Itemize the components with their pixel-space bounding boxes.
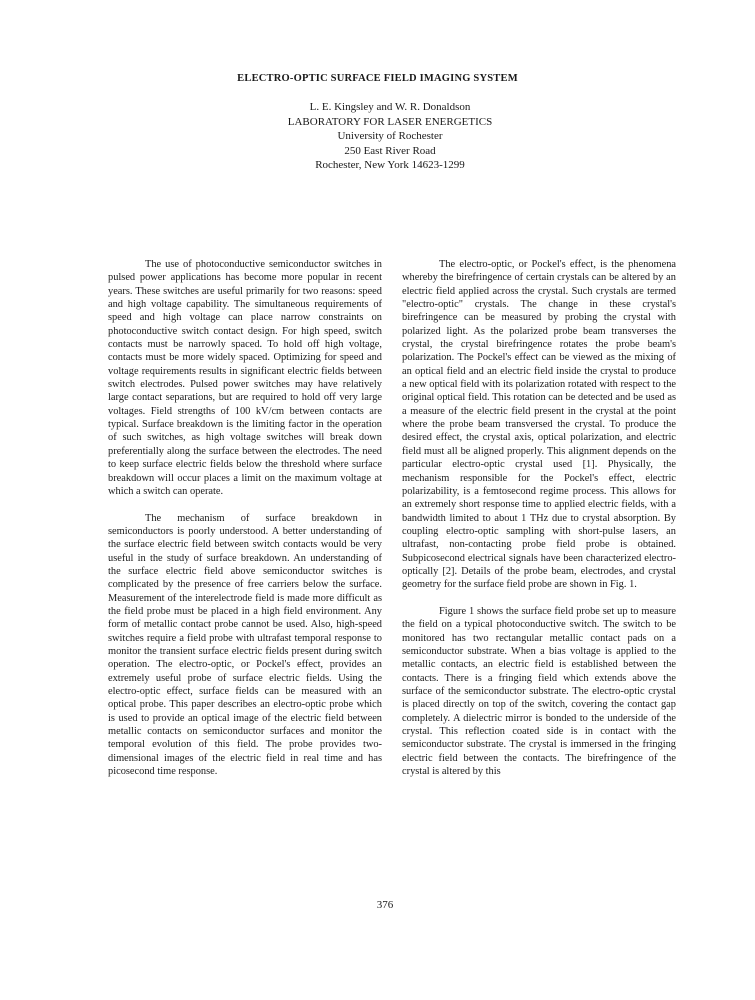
page-number: 376 xyxy=(376,899,394,911)
body-paragraph: The mechanism of surface breakdown in semiconductors is poorly understood. A better understanding of the surface electric field between switch contacts would be very useful in the study of surface breakdown. An understanding of the surface electric field above semiconductor switches is complicated by the presence of free carriers below the surface. Measurement of the interelectrode field is made more difficult as the field probe must be placed in a high field environment. Any form of metallic contact probe cannot be used. Also, high-speed switches require a field probe with ultrafast temporal response to monitor the transient surface electric fields present during switch operation. The electro-optic, or Pockel's effect, provides an extremely useful probe of surface electric fields. Using the electro-optic effect, surface fields can be measured with an optical probe. This paper describes an electro-optic probe which is used to provide an optical image of the electric field between metallic contacts on semiconductor surfaces and monitor the temporal evolution of this field. The probe provides two-dimensional images of the electric field in real time and has picosecond time response. xyxy=(108,512,382,778)
body-paragraph: The use of photoconductive semiconductor switches in pulsed power applications has become more popular in recent years. These switches are useful primarily for two reasons: speed and high voltage capability. The simultaneous requirements of speed and high voltage can place narrow constraints on photoconductive switch contact design. For high speed, switch contacts must be narrowly spaced. To hold off high voltage, contacts must be more widely spaced. Optimizing for speed and voltage requirements results in significant electric fields between switch electrodes. Pulsed power switches may have relatively large contact separations, but are required to hold off very large voltages. Field strengths of 100 kV/cm between contacts are typical. Surface breakdown is the limiting factor in the operation of such switches, as high voltage switches will break down preferentially along the surface between the electrodes. The need to keep surface electric fields below the threshold where surface breakdown will occur places a limit on the maximum voltage at which a switch can operate. xyxy=(108,259,382,497)
affiliation-line: LABORATORY FOR LASER ENERGETICS xyxy=(287,115,493,128)
affiliation-line: 250 East River Road xyxy=(344,144,436,157)
right-column xyxy=(402,258,676,792)
author-names: L. E. Kingsley and W. R. Donaldson xyxy=(309,101,471,113)
author-block xyxy=(0,100,755,173)
paper-title: ELECTRO-OPTIC SURFACE FIELD IMAGING SYSTEM xyxy=(237,73,518,84)
body-paragraph: Figure 1 shows the surface field probe set up to measure the field on a typical photoconductive switch. The switch to be monitored has two rectangular metallic contact pads on a semiconductor substrate. When a bias voltage is applied to the metallic contacts, an electric field is established between the contacts. There is a fringing field which extends above the surface of the semiconductor substrate. The electro-optic crystal is placed directly on top of the switch, covering the contact gap completely. A dielectric mirror is bonded to the underside of the crystal. This reflection coated side is in contact with the semiconductor substrate. The crystal is immersed in the fringing electric field between the contacts. The birefringence of the crystal is altered by this xyxy=(402,605,676,778)
affiliation-line: University of Rochester xyxy=(337,130,443,142)
body-paragraph: The electro-optic, or Pockel's effect, is the phenomena whereby the birefringence of certain crystals can be altered by an electric field applied across the crystal. Such crystals are termed "electro-optic" crystals. The change in these crystal's birefringence can be measured by probing the crystal with polarized light. As the polarized probe beam transverses the crystal, the crystal birefringence rotates the probe beam's polarization. The Pockel's effect can be viewed as the mixing of an optical field and an electric field inside the crystal to produce a new optical field with its polarization rotated with respect to the original optical field. This rotation can be detected and be used as a measure of the electric field present in the crystal at the point where the probe beam transversed the crystal. To produce the desired effect, the crystal axis, optical polarization, and electric field must all be aligned properly. This alignment depends on the particular electro-optic crystal used [1]. Physically, the mechanism responsible for the Pockel's effect, electric polarizability, is a femtosecond regime process. This allows for an extremely short response time to applied electric fields, with a bandwidth limited to about 1 THz due to crystal absorption. By coupling electro-optic sampling with short-pulse lasers, an ultrafast, non-contacting probe field probe is obtained. Subpicosecond electrical signals have been characterized electro-optically [2]. Details of the probe beam, electrodes, and crystal geometry for the surface field probe are shown in Fig. 1. xyxy=(402,259,676,591)
affiliation-line: Rochester, New York 14623-1299 xyxy=(315,159,465,171)
left-column xyxy=(108,258,382,792)
